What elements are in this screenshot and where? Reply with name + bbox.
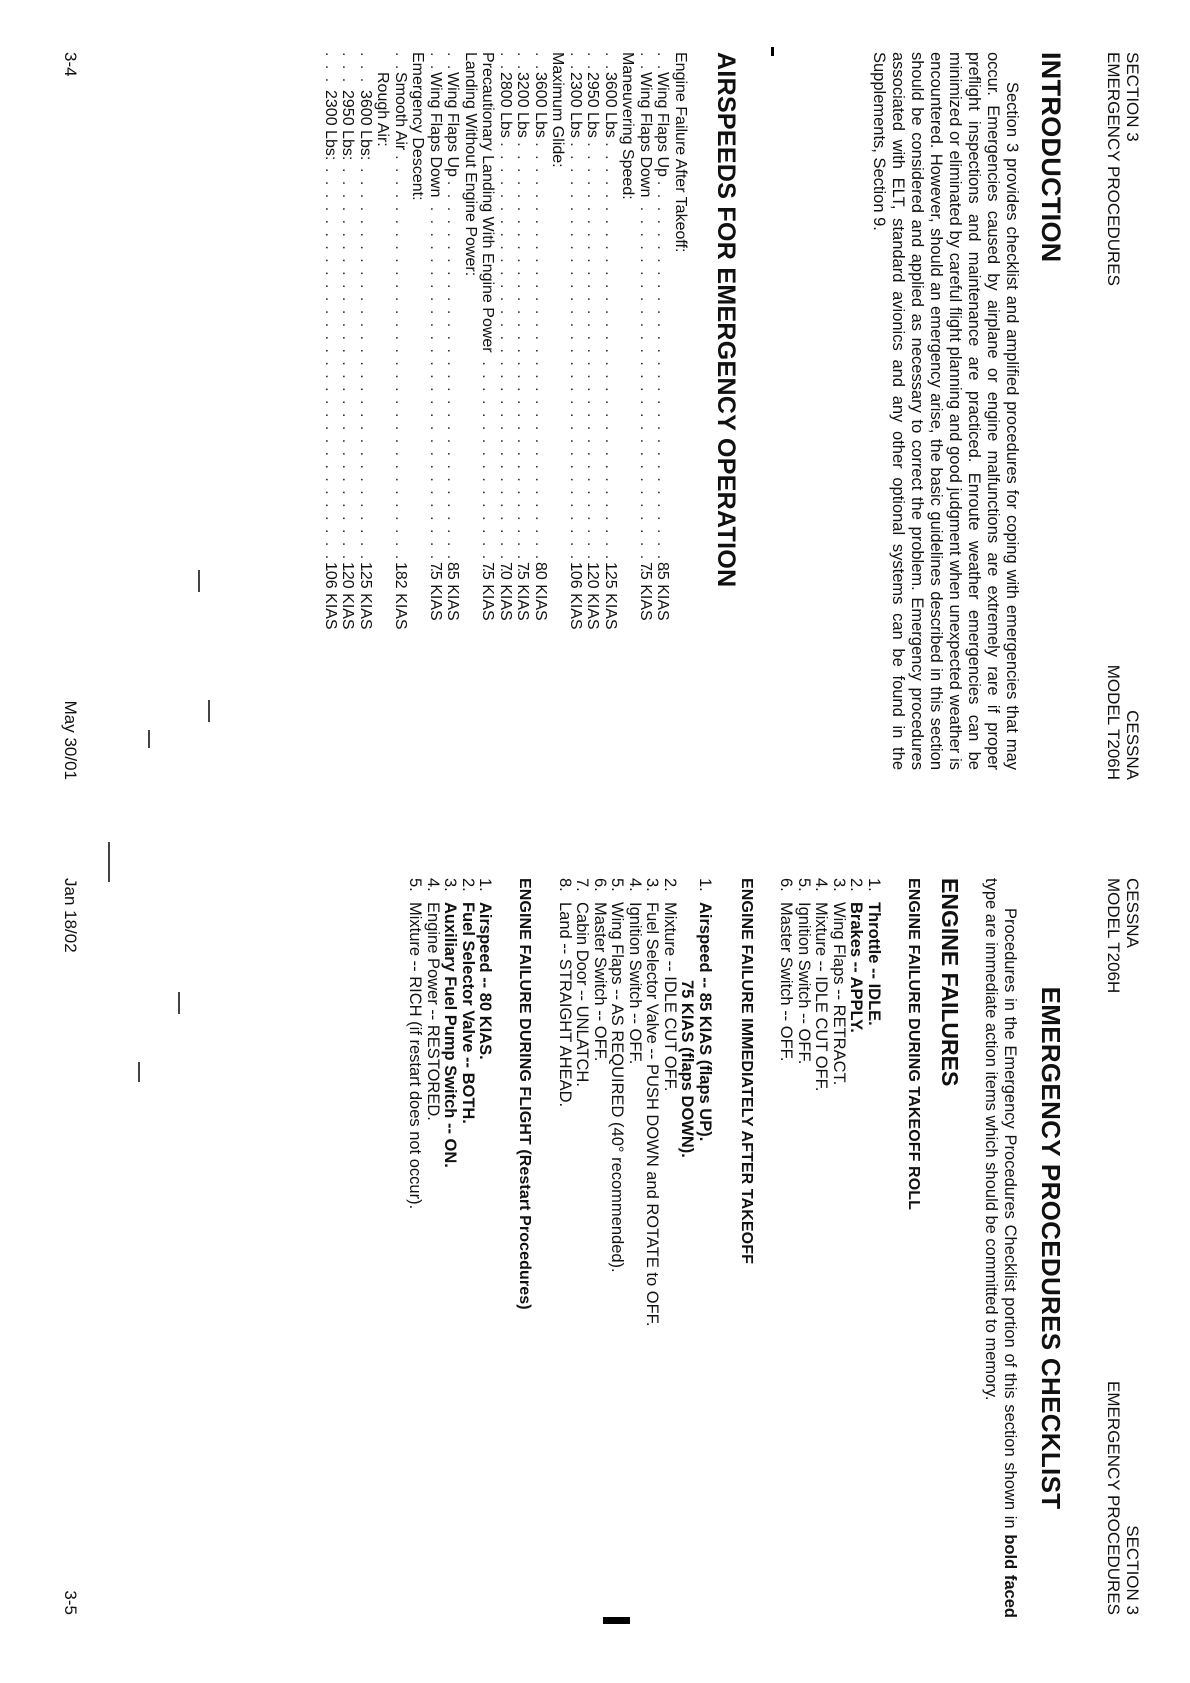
- list-item: [424, 878, 442, 1618]
- checklist-heading: EMERGENCY PROCEDURES CHECKLIST: [1036, 986, 1066, 1510]
- airspeeds-section: [322, 52, 741, 770]
- step-number: 5.: [406, 878, 425, 892]
- airspeed-row: [532, 52, 550, 652]
- airspeed-value: 106 KIAS: [567, 562, 584, 630]
- scan-mark: [199, 570, 201, 592]
- list-item: [678, 878, 713, 1618]
- checklist-intro-bold: bold faced: [1001, 1534, 1019, 1618]
- scan-mark: [139, 1062, 141, 1082]
- step-text: Throttle -- IDLE.: [865, 902, 883, 1026]
- airspeed-row: [322, 52, 340, 652]
- airspeed-label: Landing Without Engine Power:: [462, 52, 480, 279]
- scan-mark: [179, 992, 181, 1014]
- step-text: Master Switch -- OFF.: [777, 902, 796, 1062]
- checklist-section: [406, 878, 1066, 1618]
- airspeed-label: 3600 Lbs: [602, 72, 620, 141]
- airspeed-label: 2300 Lbs:: [322, 90, 340, 163]
- intro-heading: INTRODUCTION: [1036, 52, 1066, 263]
- airspeed-row: [392, 52, 410, 652]
- airspeed-value: 70 KIAS: [497, 562, 514, 621]
- airspeed-value: 120 KIAS: [584, 562, 602, 630]
- list-item: [626, 878, 644, 1618]
- airspeed-row: [637, 52, 655, 652]
- step-text: Brakes -- APPLY.: [847, 902, 866, 1033]
- airspeed-value: 120 KIAS: [339, 562, 357, 630]
- list-item: [573, 878, 591, 1618]
- list-item: [661, 878, 679, 1618]
- intro-section: [869, 52, 1066, 770]
- list-item: [643, 878, 661, 1618]
- revision-bar: [771, 47, 774, 56]
- step-number: 3.: [830, 878, 848, 892]
- airspeed-value: 182 KIAS: [392, 562, 409, 630]
- header-brand: CESSNA: [1123, 710, 1142, 780]
- header-section: SECTION 3: [1123, 1525, 1142, 1615]
- step-number: 7.: [573, 878, 592, 892]
- after-takeoff-steps-rest: [556, 878, 679, 1618]
- airspeed-value: 75 KIAS: [637, 562, 654, 621]
- list-item: [608, 878, 626, 1618]
- list-item: [795, 878, 813, 1618]
- step-text: Mixture -- IDLE CUT OFF.: [812, 902, 831, 1092]
- page-date: May 30/01: [61, 700, 80, 780]
- page-3-5: [0, 842, 1190, 1683]
- header-left: [1104, 878, 1142, 993]
- header-model: MODEL T206H: [1104, 878, 1123, 994]
- step-text: Fuel Selector Valve -- BOTH.: [459, 902, 477, 1124]
- header-title: EMERGENCY PROCEDURES: [1104, 1381, 1123, 1615]
- step-number: 6.: [777, 878, 796, 892]
- step-text: Airspeed -- 85 KIAS (flaps UP).: [696, 902, 714, 1142]
- header-left: [1104, 52, 1142, 286]
- step-number: 5.: [795, 878, 813, 892]
- airspeed-row: [672, 52, 690, 652]
- airspeed-label: Smooth Air: [392, 72, 410, 153]
- airspeed-row: [462, 52, 480, 652]
- step-text: Fuel Selector Valve -- PUSH DOWN and ROTATE to OFF.: [643, 902, 662, 1327]
- step-number: 3.: [643, 878, 662, 892]
- airspeed-label: 2950 Lbs: [584, 72, 602, 141]
- step-text: Mixture -- RICH (if restart does not occur).: [406, 902, 425, 1210]
- list-item: [865, 878, 883, 1618]
- checklist-intro-b: type are immediate action items which should be committed to memory.: [982, 878, 1000, 1401]
- step-number: 1.: [865, 878, 883, 892]
- header-title: EMERGENCY PROCEDURES: [1104, 52, 1123, 286]
- airspeed-list: [322, 52, 690, 652]
- airspeed-row: [497, 52, 515, 652]
- airspeed-row: [584, 52, 602, 652]
- list-item: [476, 878, 494, 1618]
- step-number: 3.: [441, 878, 460, 892]
- airspeed-label: Wing Flaps Up: [444, 72, 462, 180]
- list-item: [812, 878, 830, 1618]
- step-text: Engine Power -- RESTORED.: [424, 902, 442, 1121]
- page-number: 3-5: [61, 1590, 80, 1615]
- during-flight-steps: [406, 878, 494, 1618]
- header-brand: CESSNA: [1123, 878, 1142, 948]
- airspeed-row: [602, 52, 620, 652]
- airspeed-value: 75 KIAS: [514, 562, 532, 621]
- step-text: Ignition Switch -- OFF.: [626, 902, 644, 1065]
- after-takeoff-steps: [678, 878, 713, 1618]
- airspeed-label: Engine Failure After Takeoff:: [672, 52, 690, 255]
- airspeed-label: Maximum Glide:: [549, 52, 567, 171]
- step-text: Wing Flaps -- RETRACT.: [830, 902, 848, 1086]
- airspeed-label: 2800 Lbs: [497, 72, 515, 141]
- airspeed-label: 2950 Lbs:: [339, 90, 357, 163]
- airspeed-label: Precautionary Landing With Engine Power: [479, 52, 497, 356]
- airspeed-value: 75 KIAS: [479, 562, 497, 621]
- airspeeds-heading: AIRSPEEDS FOR EMERGENCY OPERATION: [712, 52, 740, 588]
- step-number: 5.: [608, 878, 627, 892]
- list-item: [777, 878, 795, 1618]
- airspeed-row: [357, 52, 375, 652]
- list-item: [441, 878, 459, 1618]
- takeoff-roll-heading: ENGINE FAILURE DURING TAKEOFF ROLL: [905, 878, 922, 1210]
- step-text: Airspeed -- 80 KIAS.: [476, 902, 495, 1060]
- airspeed-row: [549, 52, 567, 652]
- step-number: 4.: [424, 878, 442, 892]
- step-number: 1.: [696, 878, 714, 892]
- airspeed-value: 106 KIAS: [322, 562, 339, 630]
- step-number: 6.: [591, 878, 609, 892]
- list-item: [459, 878, 477, 1618]
- airspeed-value: 85 KIAS: [444, 562, 462, 621]
- airspeed-row: [409, 52, 427, 652]
- intro-paragraph: Section 3 provides checklist and amplified procedures for coping with emergencies that may occur. Emergencies caused by airplane or engine malfunctions are extremely rare if proper preflight inspections and maintenance are practiced. Enroute weather emergencies can be minimized or eliminated by careful flight planning and good judgment when unexpected weather is encountered. However, should an emergency arise, the basic guidelines described in this section should be considered and applied as necessary to correct the problem. Emergency procedures associated with ELT, standard avionics and any other optional systems can be found in the Supplements, Section 9.: [870, 52, 1021, 770]
- airspeed-label: Rough Air:: [374, 72, 392, 150]
- step-text: Mixture -- IDLE CUT OFF.: [661, 902, 679, 1092]
- list-item: [591, 878, 609, 1618]
- revision-bar: [603, 1617, 630, 1624]
- step-number: 8.: [556, 878, 574, 892]
- after-takeoff-heading: ENGINE FAILURE IMMEDIATELY AFTER TAKEOFF: [738, 878, 755, 1264]
- step-text: Master Switch -- OFF.: [591, 902, 609, 1062]
- airspeed-label: Wing Flaps Up: [654, 72, 672, 180]
- list-item: [847, 878, 865, 1618]
- airspeed-value: 75 KIAS: [427, 562, 444, 621]
- step-number: 4.: [812, 878, 831, 892]
- during-flight-heading: ENGINE FAILURE DURING FLIGHT (Restart Procedures): [516, 878, 534, 1310]
- airspeed-row: [374, 52, 392, 652]
- airspeed-label: 3600 Lbs: [532, 72, 550, 141]
- airspeed-row: [567, 52, 585, 652]
- step-text: Ignition Switch -- OFF.: [795, 902, 813, 1065]
- list-item: [406, 878, 424, 1618]
- airspeed-row: [619, 52, 637, 652]
- scan-mark: [109, 842, 111, 882]
- step-number: 2.: [661, 878, 679, 892]
- list-item: [556, 878, 574, 1618]
- step-number: 2.: [847, 878, 866, 892]
- airspeed-row: [654, 52, 672, 652]
- airspeed-value: 85 KIAS: [654, 562, 672, 621]
- checklist-intro-a: Procedures in the Emergency Procedures Checklist portion of this section shown in: [1001, 908, 1019, 1535]
- scan-mark: [209, 700, 211, 722]
- airspeed-label: Wing Flaps Down: [427, 72, 445, 200]
- airspeed-value: 80 KIAS: [532, 562, 549, 621]
- step-number: 1.: [476, 878, 495, 892]
- page-number: 3-4: [61, 52, 80, 77]
- scan-mark: [149, 730, 151, 748]
- airspeed-row: [444, 52, 462, 652]
- takeoff-roll-steps: [777, 878, 882, 1618]
- airspeed-label: 3200 Lbs: [514, 72, 532, 141]
- airspeed-value: 125 KIAS: [357, 562, 374, 630]
- step-text: Land -- STRAIGHT AHEAD.: [556, 902, 574, 1108]
- step-number: 2.: [459, 878, 477, 892]
- airspeed-row: [514, 52, 532, 652]
- step-text: Auxiliary Fuel Pump Switch -- ON.: [441, 902, 460, 1168]
- page-date: Jan 18/02: [61, 878, 80, 953]
- airspeed-row: [339, 52, 357, 652]
- airspeed-label: Wing Flaps Down: [637, 72, 655, 200]
- airspeed-label: Emergency Descent:: [409, 52, 427, 204]
- engine-failures-heading: ENGINE FAILURES: [937, 878, 963, 1087]
- step-text: Wing Flaps -- AS REQUIRED (40° recommended).: [608, 902, 627, 1273]
- step-number: 4.: [626, 878, 644, 892]
- airspeed-row: [479, 52, 497, 652]
- airspeed-value: 125 KIAS: [602, 562, 619, 630]
- header-model: MODEL T206H: [1104, 664, 1123, 780]
- header-section: SECTION 3: [1123, 52, 1142, 142]
- step-text-continued: 75 KIAS (flaps DOWN).: [678, 980, 697, 1158]
- airspeed-label: Maneuvering Speed:: [619, 52, 637, 203]
- header-right: [1104, 665, 1142, 780]
- airspeed-label: 2300 Lbs: [567, 72, 585, 141]
- step-text: Cabin Door -- UNLATCH.: [573, 902, 592, 1087]
- list-item: [830, 878, 848, 1618]
- airspeed-label: 3600 Lbs:: [357, 90, 375, 163]
- header-right: [1104, 1381, 1142, 1615]
- airspeed-row: [427, 52, 445, 652]
- checklist-intro: [981, 878, 1019, 1618]
